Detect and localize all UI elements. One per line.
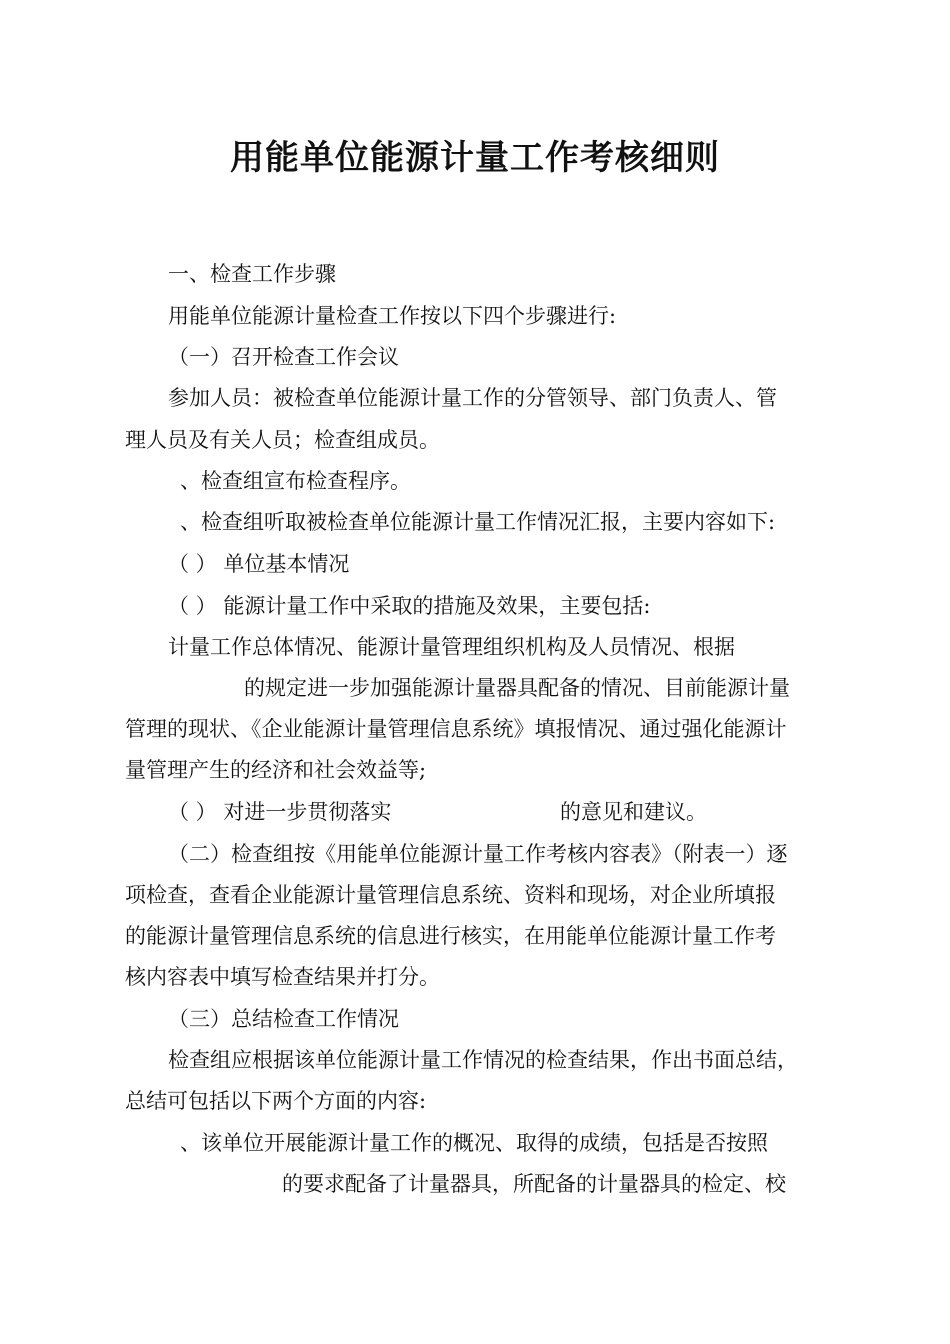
list-item: （ ） 对进一步贯彻落实	[168, 800, 392, 824]
paragraph-line: 、检查组宣布检查程序。	[180, 469, 411, 493]
paragraph-line: 的规定进一步加强能源计量器具配备的情况、目前能源计量	[244, 676, 790, 700]
paragraph-line: 项检查，查看企业能源计量管理信息系统、资料和现场，对企业所填报	[125, 883, 776, 907]
paragraph-line: 核内容表中填写检查结果并打分。	[125, 965, 440, 989]
subsection-heading: （一）召开检查工作会议	[168, 345, 399, 369]
paragraph-line: 、该单位开展能源计量工作的概况、取得的成绩，包括是否按照	[180, 1131, 768, 1155]
paragraph-line: 计量工作总体情况、能源计量管理组织机构及人员情况、根据	[168, 635, 735, 659]
paragraph-line: 的能源计量管理信息系统的信息进行核实，在用能单位能源计量工作考	[125, 924, 776, 948]
paragraph-line: 量管理产生的经济和社会效益等;	[125, 758, 427, 782]
paragraph-line: 用能单位能源计量检查工作按以下四个步骤进行:	[168, 304, 617, 328]
document-title: 用能单位能源计量工作考核细则	[230, 138, 720, 178]
list-item: （ ） 能源计量工作中采取的措施及效果，主要包括:	[168, 594, 651, 618]
paragraph-line: 参加人员：被检查单位能源计量工作的分管领导、部门负责人、管	[168, 386, 777, 410]
paragraph-line: 的意见和建议。	[560, 800, 707, 824]
list-item: （ ） 单位基本情况	[168, 552, 350, 576]
paragraph-line: 检查组应根据该单位能源计量工作情况的检查结果，作出书面总结，	[168, 1048, 798, 1072]
section-heading: 一、检查工作步骤	[168, 262, 336, 286]
paragraph-line: 的要求配备了计量器具，所配备的计量器具的检定、校	[282, 1172, 786, 1196]
paragraph-line: 理人员及有关人员；检查组成员。	[125, 428, 440, 452]
paragraph-line: 、检查组听取被检查单位能源计量工作情况汇报，主要内容如下:	[180, 510, 776, 534]
paragraph-line: 总结可包括以下两个方面的内容:	[125, 1089, 427, 1113]
subsection-heading: （三）总结检查工作情况	[168, 1007, 399, 1031]
subsection-heading: （二）检查组按《用能单位能源计量工作考核内容表》（附表一）逐	[168, 842, 788, 866]
paragraph-line: 管理的现状、《企业能源计量管理信息系统》填报情况、通过强化能源计	[125, 717, 787, 741]
